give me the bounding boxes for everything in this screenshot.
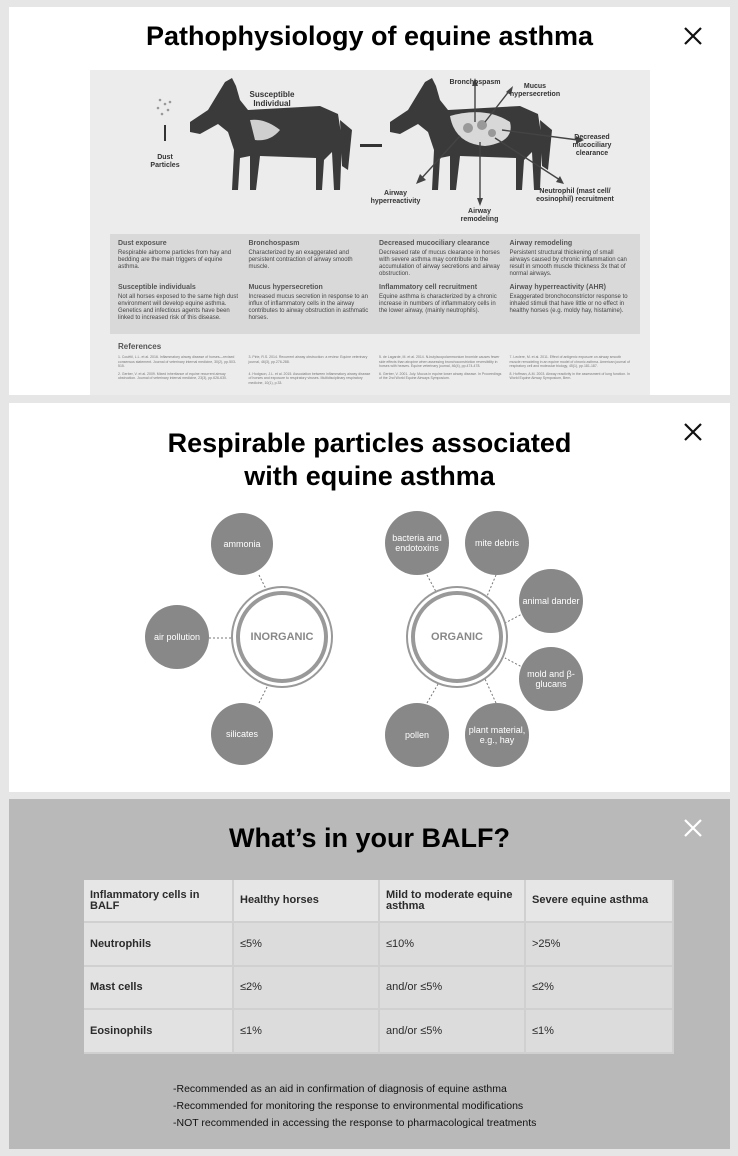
references-title: References — [118, 342, 162, 351]
particle-node: pollen — [385, 703, 449, 767]
reference-item: 8. Hoffman, A.M. 2003. Airway reactivity in the assessment of lung function. In World Equine Airway Symposium, Bern. — [509, 371, 631, 380]
table-cell: ≤1% — [526, 1010, 674, 1054]
desc-item: Airway hyperreactivity (AHR) Exaggerated bronchoconstrictor response to inhaled stimuli that have little or no effect in healthy horses (e.g. moldy hay, histamine). — [509, 284, 628, 314]
particles-panel — [9, 403, 730, 792]
reference-item: 3. Pirie, R.S. 2014. Recurrent airway obstruction: a review. Equine veterinary journal, 46(3), pp.276-288. — [248, 355, 368, 364]
particle-node: plant material, e.g., hay — [465, 703, 529, 767]
particle-node: silicates — [211, 703, 273, 765]
desc-item: Susceptible individuals Not all horses exposed to the same high dust environment will develop equine asthma. Genetics and infectious agents have been linked to increased risk of this disease. — [118, 284, 239, 321]
note-line: -Recommended as an aid in confirmation of diagnosis of equine asthma — [173, 1083, 507, 1095]
label-remodeling: Airway remodeling — [460, 208, 499, 223]
label-hyperreactivity: Airway hyperreactivity — [370, 190, 421, 205]
title-line-1: Respirable particles associated — [167, 428, 572, 458]
pathophysiology-panel — [9, 7, 730, 395]
inorganic-hub: INORGANIC — [236, 591, 328, 683]
description-grid — [110, 234, 640, 334]
table-cell: Mast cells — [84, 967, 234, 1011]
table-cell: >25% — [526, 923, 674, 967]
desc-item: Mucus hypersecretion Increased mucus secretion in response to an influx of inflammatory cells in the airway contributes to airway obstruction in asthmatic horses. — [248, 284, 369, 321]
table-header: Inflammatory cells in BALF — [84, 880, 234, 923]
label-bronchospasm: Bronchospasm — [449, 79, 501, 86]
table-cell: ≤5% — [234, 923, 380, 967]
reference-item: 7. Leclere, M. et al. 2011. Effect of antigenic exposure on airway smooth muscle remodeling in an equine model of chronic asthma. American journal of respiratory cell and molecular biology, 45(1), pp.181-187. — [509, 355, 630, 368]
note-line: -NOT recommended in accessing the response to pharmacological treatments — [173, 1117, 537, 1129]
table-row — [84, 967, 674, 1011]
label-susceptible: Susceptible Individual — [249, 90, 295, 108]
table-row — [84, 1010, 674, 1054]
connector-lines — [9, 503, 730, 783]
particle-node: mite debris — [465, 511, 529, 575]
table-cell: and/or ≤5% — [380, 967, 526, 1011]
table-cell: Eosinophils — [84, 1010, 234, 1054]
desc-item: Airway remodeling Persistent structural thickening of small airways caused by chronic inflammation can result in smooth muscle thickness 3x that of normal airways. — [509, 240, 627, 277]
table-header: Healthy horses — [234, 880, 380, 923]
particle-node: mold and β-glucans — [519, 647, 583, 711]
reference-item: 5. de Lagarde, M. et al. 2014. N-butylscopolammonium bromide causes fewer side effects than atropine when assessing bronchoconstriction reversibility in horses with heaves. Equine veterinary journal, 46(4), pp.474-478. — [379, 355, 500, 368]
panel-title — [9, 427, 730, 493]
balf-table — [84, 880, 674, 1054]
close-icon — [681, 24, 705, 48]
table-cell: ≤10% — [380, 923, 526, 967]
particle-node: bacteria and endotoxins — [385, 511, 449, 575]
close-button[interactable] — [681, 816, 705, 840]
table-header-row — [84, 880, 674, 923]
particle-node: air pollution — [145, 605, 209, 669]
table-cell: ≤1% — [234, 1010, 380, 1054]
balf-panel — [9, 799, 730, 1149]
particle-node: ammonia — [211, 513, 273, 575]
table-header: Mild to moderate equine asthma — [380, 880, 526, 923]
close-button[interactable] — [681, 420, 705, 444]
panel-title: What’s in your BALF? — [229, 823, 510, 853]
pathophysiology-infographic — [90, 70, 650, 395]
label-mucus: Mucus hypersecretion — [509, 83, 561, 98]
reference-item: 6. Gerber, V. 2001. July. Mucus in equine lower airway disease. In Proceedings of the 2nd World Equine Airways Symposium. — [379, 371, 502, 380]
table-cell: and/or ≤5% — [380, 1010, 526, 1054]
close-icon — [681, 816, 705, 840]
panel-title: Pathophysiology of equine asthma — [145, 21, 594, 51]
note-line: -Recommended for monitoring the response to environmental modifications — [173, 1100, 524, 1112]
references — [110, 338, 640, 395]
reference-item: 2. Gerber, V. et al. 2009. Mixed inheritance of equine recurrent airway obstruction. Journal of veterinary internal medicine, 23(3), pp.626-630. — [118, 371, 227, 380]
close-button[interactable] — [681, 24, 705, 48]
balf-notes — [173, 1081, 536, 1132]
reference-item: 1. Couëtil, L.L. et al. 2016. Inflammatory airway disease of horses—revised consensus statement. Journal of veterinary internal medicine, 30(2), pp.503-515. — [118, 355, 237, 368]
particle-node: animal dander — [519, 569, 583, 633]
table-cell: Neutrophils — [84, 923, 234, 967]
table-cell: ≤2% — [526, 967, 674, 1011]
table-header: Severe equine asthma — [526, 880, 674, 923]
particles-diagram — [9, 503, 730, 783]
title-line-2: with equine asthma — [244, 461, 495, 491]
label-dust: Dust Particles — [150, 154, 180, 169]
organic-hub: ORGANIC — [411, 591, 503, 683]
desc-item: Bronchospasm Characterized by an exaggerated and persistent contraction of airway smooth muscle. — [248, 240, 353, 270]
table-row — [84, 923, 674, 967]
desc-item: Inflammatory cell recruitment Equine asthma is characterized by a chronic increase in numbers of inflammatory cells in the lower airway, (mainly neutrophils). — [379, 284, 497, 314]
desc-item: Decreased mucociliary clearance Decreased rate of mucus clearance in horses with severe asthma may contribute to the accumulation of airway secretions and airway obstruction. — [379, 240, 500, 277]
reference-item: 4. Hodgson, J.L. et al. 2015. Association between inflammatory airway disease of horses and exposure to respiratory viruses. Multidisciplinary respiratory medicine, 10(1), p.33. — [248, 371, 371, 385]
label-neutrophil: Neutrophil (mast cell/ eosinophil) recruitment — [536, 188, 614, 203]
table-cell: ≤2% — [234, 967, 380, 1011]
close-icon — [681, 420, 705, 444]
label-mucociliary: Decreased mucociliary clearance — [572, 134, 612, 157]
desc-item: Dust exposure Respirable airborne particles from hay and bedding are the main triggers of equine asthma. — [118, 240, 232, 270]
